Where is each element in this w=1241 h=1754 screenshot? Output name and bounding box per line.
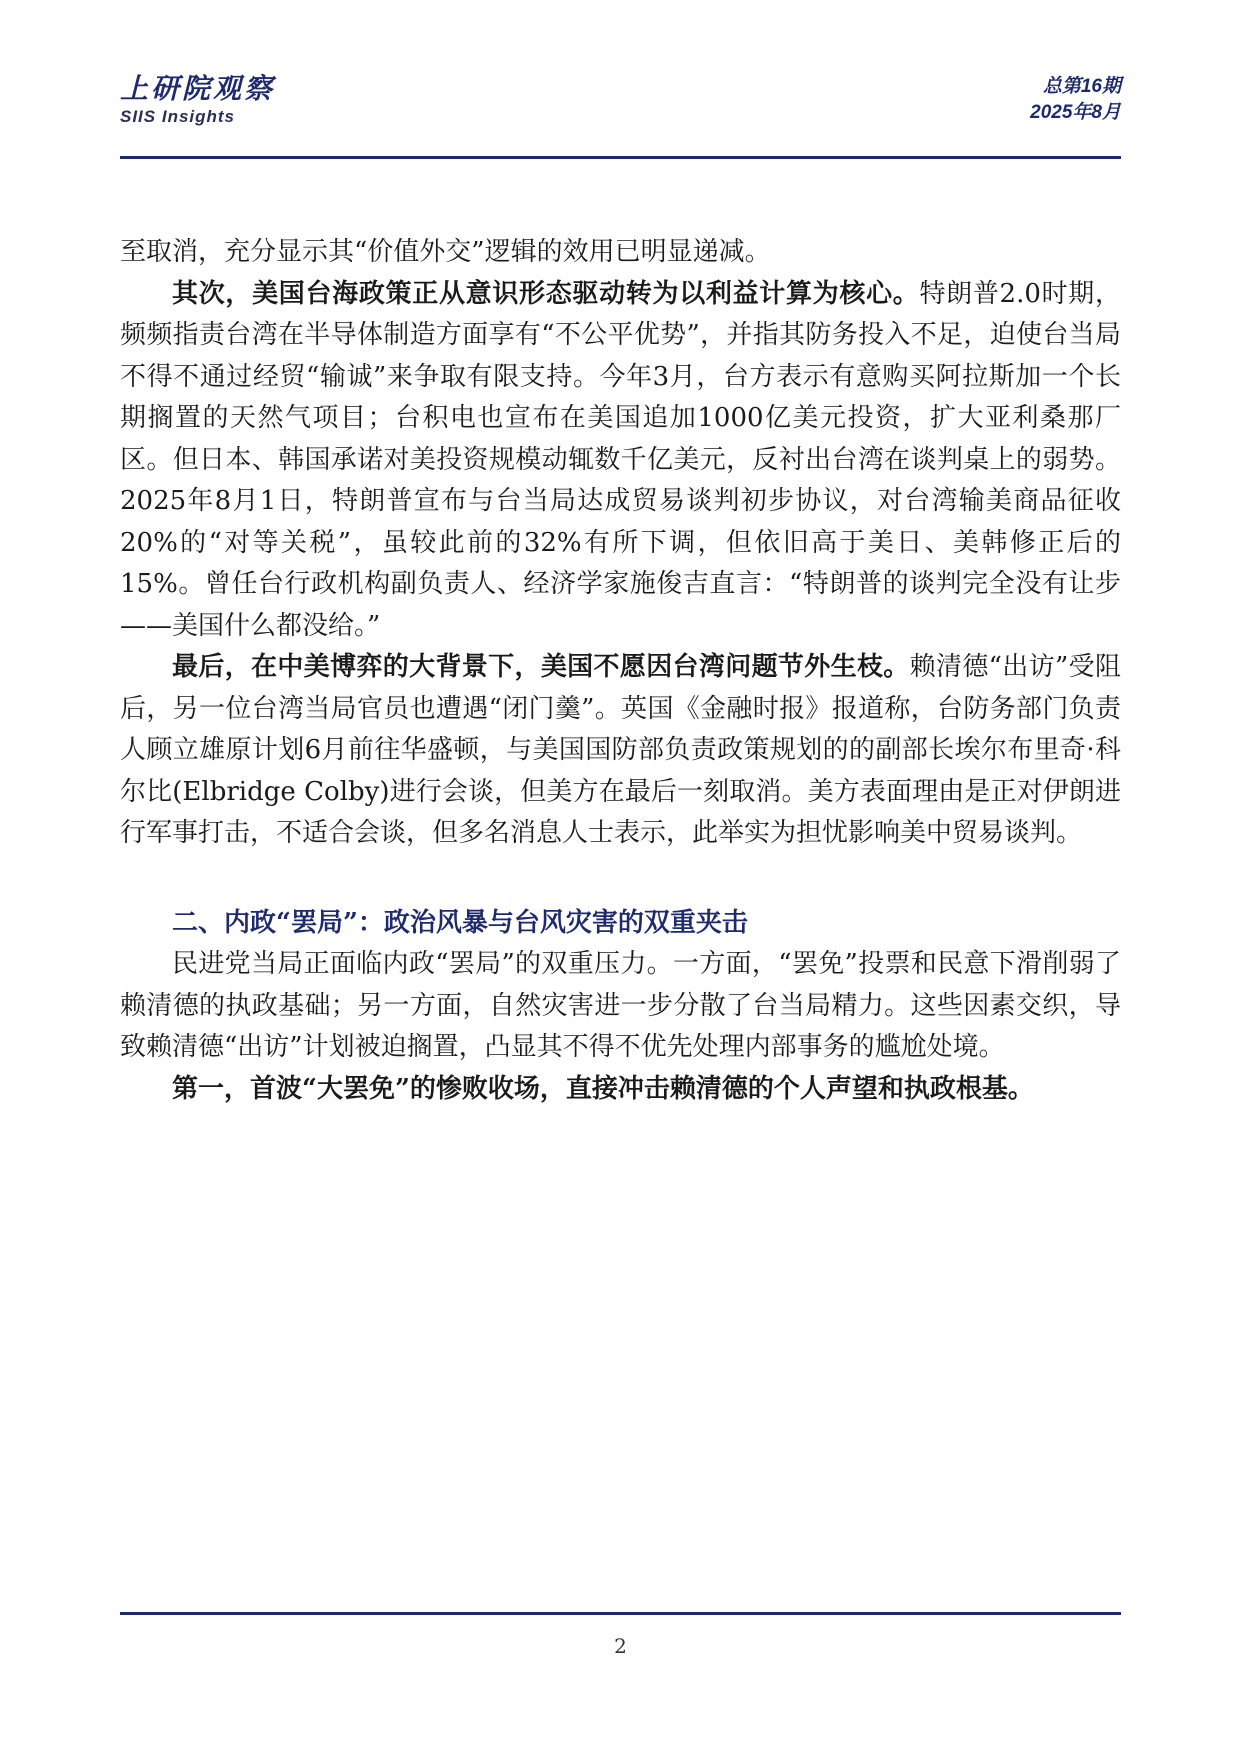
- page-header: [120, 72, 1121, 152]
- brand-logo: [120, 72, 275, 128]
- paragraph-lead: 其次，美国台海政策正从意识形态驱动转为以利益计算为核心。: [172, 278, 920, 309]
- paragraph-continued: 至取消，充分显示其“价值外交”逻辑的效用已明显递减。: [120, 237, 771, 267]
- paragraph-section-intro: 民进党当局正面临内政“罢局”的双重压力。一方面，“罢免”投票和民意下滑削弱了赖清德的执政基础；另一方面，自然灾害进一步分散了台当局精力。这些因素交织，导致赖清德“出访”计划被迫搁置，凸显其不得不优先处理内部事务的尴尬处境。: [120, 949, 1121, 1062]
- paragraph-final-point: [120, 647, 1121, 855]
- issue-date: 2025年8月: [1030, 102, 1121, 123]
- issue-number: 总第16期: [1042, 76, 1121, 97]
- header-divider: [120, 156, 1121, 159]
- footer-divider: [120, 1612, 1121, 1615]
- section-heading: 二、内政“罢局”：政治风暴与台风灾害的双重夹击: [172, 907, 748, 938]
- paragraph-lead: 最后，在中美博弈的大背景下，美国不愿因台湾问题节外生枝。: [172, 652, 910, 682]
- paragraph-text: 特朗普2.0时期，频频指责台湾在半导体制造方面享有“不公平优势”，并指其防务投入不足，迫使台当局不得不通过经贸“输诚”来争取有限支持。今年3月，台方表示有意购买阿拉斯加一个长期搁置的天然气项目；台积电也宣布在美国追加1000亿美元投资，扩大亚利桑那厂区。但日本、韩国承诺对美投资规模动辄数千亿美元，反衬出台湾在谈判桌上的弱势。2025年8月1日，特朗普宣布与台当局达成贸易谈判初步协议，对台湾输美商品征收20%的“对等关税”，虽较此前的32%有所下调，但依旧高于美日、美韩修正后的15%。曾任台行政机构副负责人、经济学家施俊吉直言：“特朗普的谈判完全没有让步——美国什么都没给。”: [120, 278, 1121, 641]
- brand-name-cn: 上研院观察: [120, 72, 276, 105]
- paragraph-second-point: [120, 274, 1121, 648]
- article-body: [120, 232, 1121, 1110]
- brand-name-en: SIIS Insights: [120, 107, 236, 126]
- paragraph-first-point: 第一，首波“大罢免”的惨败收场，直接冲击赖清德的个人声望和执政根基。: [172, 1073, 1034, 1104]
- page-number: 2: [614, 1634, 627, 1658]
- issue-info: [1030, 74, 1121, 126]
- paragraph-text: 赖清德“出访”受阻后，另一位台湾当局官员也遭遇“闭门羹”。英国《金融时报》报道称，台防务部门负责人顾立雄原计划6月前往华盛顿，与美国国防部负责政策规划的的副部长埃尔布里奇·科尔比(Elbridge Colby)进行会谈，但美方在最后一刻取消。美方表面理由是正对伊朗进行军事打击，不适合会谈，但多名消息人士表示，此举实为担忧影响美中贸易谈判。: [120, 652, 1121, 848]
